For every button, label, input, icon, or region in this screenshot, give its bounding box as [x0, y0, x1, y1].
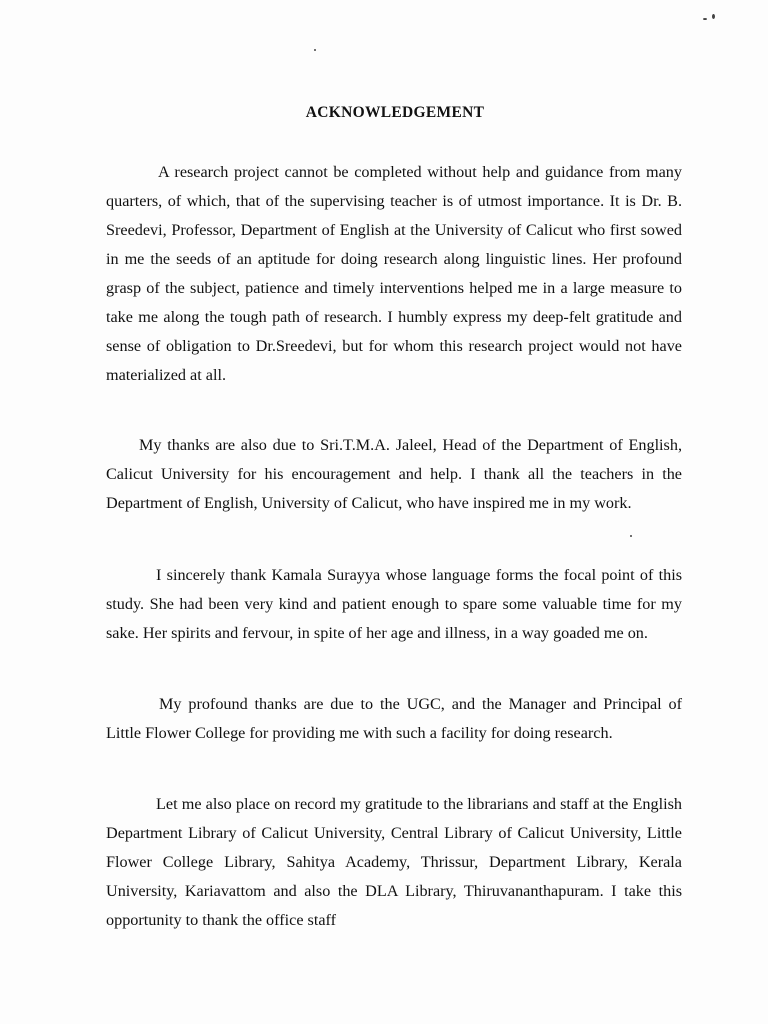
scan-mark	[630, 535, 632, 537]
page-title: ACKNOWLEDGEMENT	[305, 104, 485, 121]
paragraph: Let me also place on record my gratitude to the librarians and staff at the English Department Library of Calicut University, Central Library of Calicut University, Little Flower College Library, Sahitya Academy, Thrissur, Department Library, Kerala University, Kariavattom and also the DLA Library, Thiruvananthapuram. I take this opportunity to thank the office staff	[106, 795, 682, 929]
paragraph: I sincerely thank Kamala Surayya whose language forms the focal point of this study. She had been very kind and patient enough to spare some valuable time for my sake. Her spirits and fervour, in spite of her age and illness, in a way goaded me on.	[106, 566, 682, 642]
scan-mark	[712, 14, 715, 19]
paragraph: My profound thanks are due to the UGC, and the Manager and Principal of Little Flower College for providing me with such a facility for doing research.	[106, 695, 682, 742]
scan-mark	[314, 49, 316, 51]
paragraph: My thanks are also due to Sri.T.M.A. Jaleel, Head of the Department of English, Calicut University for his encouragement and help. I thank all the teachers in the Department of English, University of Calicut, who have inspired me in my work.	[106, 436, 682, 512]
paragraph: A research project cannot be completed without help and guidance from many quarters, of which, that of the supervising teacher is of utmost importance. It is Dr. B. Sreedevi, Professor, Department of English at the University of Calicut who first sowed in me the seeds of an aptitude for doing research along linguistic lines. Her profound grasp of the subject, patience and timely interventions helped me in a large measure to take me along the tough path of research. I humbly express my deep-felt gratitude and sense of obligation to Dr.Sreedevi, but for whom this research project would not have materialized at all.	[106, 163, 682, 384]
scan-mark	[703, 18, 707, 20]
